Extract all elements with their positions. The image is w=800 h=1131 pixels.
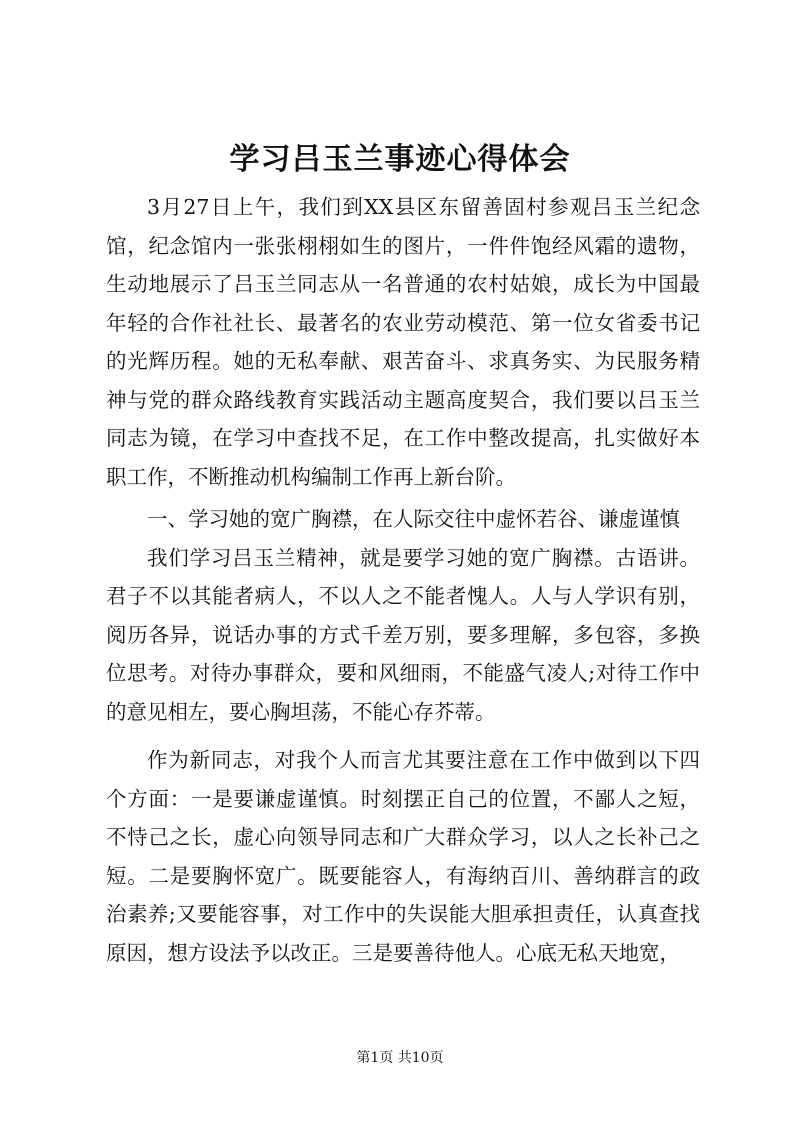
page-number-footer: 第1页 共10页 [356, 1050, 444, 1066]
document-body [106, 188, 700, 972]
section-heading: 一、学习她的宽广胸襟，在人际交往中虚怀若谷、谦虚谨慎 [147, 507, 680, 531]
paragraph-intro: 3月27日上午，我们到XX县区东留善固村参观吕玉兰纪念馆，纪念馆内一张张栩栩如生的图片，一件件饱经风霜的遗物，生动地展示了吕玉兰同志从一名普通的农村姑娘，成长为中国最年轻的合作社社长、最著名的农业劳动模范、第一位女省委书记的光辉历程。她的无私奉献、艰苦奋斗、求真务实、为民服务精神与党的群众路线教育实践活动主题高度契合，我们要以吕玉兰同志为镜，在学习中查找不足，在工作中整改提高，扎实做好本职工作，不断推动机构编制工作再上新台阶。 [106, 195, 700, 489]
paragraph-four-aspects: 作为新同志，对我个人而言尤其要注意在工作中做到以下四个方面：一是要谦虚谨慎。时刻摆正自己的位置，不鄙人之短，不恃己之长，虚心向领导同志和广大群众学习，以人之长补己之短。二是要胸怀宽广。既要能容人，有海纳百川、善纳群言的政治素养;又要能容事，对工作中的失误能大胆承担责任，认真查找原因，想方设法予以改正。三是要善待他人。心底无私天地宽， [106, 748, 700, 965]
paragraph-broad-mind: 我们学习吕玉兰精神，就是要学习她的宽广胸襟。古语讲。君子不以其能者病人，不以人之不能者愧人。人与人学识有别，阅历各异，说话办事的方式千差万别，要多理解，多包容，多换位思考。对待办事群众，要和风细雨，不能盛气凌人;对待工作中的意见相左，要心胸坦荡，不能心存芥蒂。 [106, 545, 700, 724]
page-title: 学习吕玉兰事迹心得体会 [229, 142, 571, 177]
